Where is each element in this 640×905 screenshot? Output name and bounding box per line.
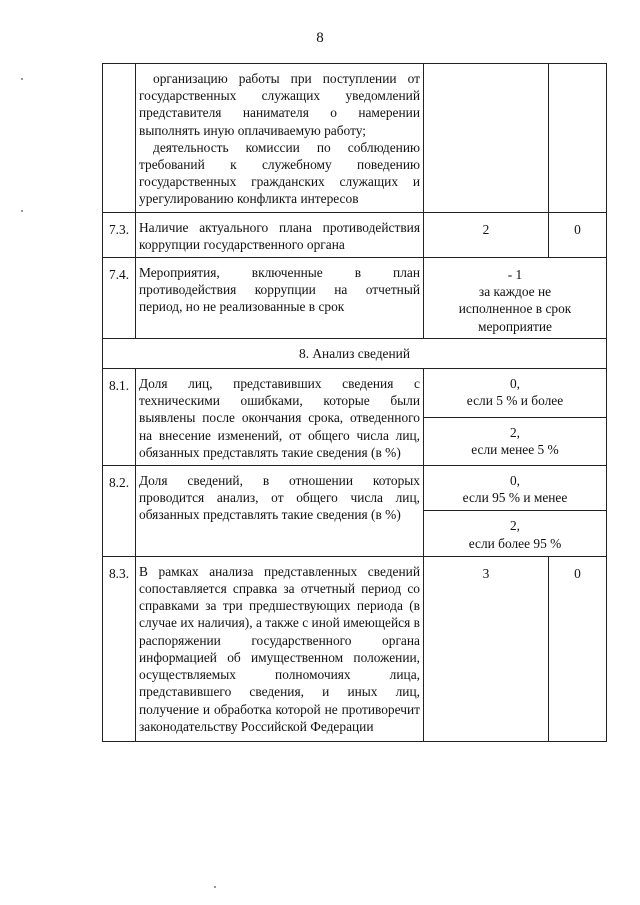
table-row-8-3 [103, 556, 607, 741]
table-row-8-1-a [103, 369, 607, 418]
continuation-para-1: организацию работы при поступлении от государственных служащих уведомлений представителя нанимателя о намерении выполнять иную оплачиваемую работу; [139, 71, 420, 138]
option-value: 2, [509, 518, 521, 534]
option-condition: если более 95 % [468, 535, 562, 551]
row-text [136, 212, 424, 257]
option-value: 0, [509, 376, 521, 392]
score-cell [424, 64, 549, 213]
table-row-7-3 [103, 212, 607, 257]
row-text-content: Мероприятия, включенные в план противодействия коррупции на отчетный период, но не реализованные в срок [139, 265, 420, 315]
zero-cell [549, 64, 607, 213]
scan-speck [21, 210, 23, 212]
row-zero: 0 [549, 212, 607, 257]
option-condition: если менее 5 % [471, 441, 559, 457]
row-text [136, 556, 424, 741]
row-zero: 0 [549, 556, 607, 741]
score-condition: за каждое не исполненное в срок мероприятие [458, 284, 572, 334]
row-number: 8.3. [103, 556, 136, 741]
num-cell [103, 64, 136, 213]
row-score: 2 [424, 212, 549, 257]
criteria-table [102, 63, 607, 742]
row-text [136, 369, 424, 466]
row-number: 7.4. [103, 258, 136, 339]
option-value: 0, [509, 473, 521, 489]
score-value: - 1 [507, 267, 523, 283]
option-1 [424, 466, 607, 511]
section-title: 8. Анализ сведений [103, 338, 607, 368]
option-1 [424, 369, 607, 418]
option-2 [424, 417, 607, 466]
row-number: 7.3. [103, 212, 136, 257]
table-row-continuation [103, 64, 607, 213]
row-number: 8.1. [103, 369, 136, 466]
table-row-7-4 [103, 258, 607, 339]
scan-speck [21, 78, 23, 80]
desc-cell [136, 64, 424, 213]
option-value: 2, [509, 424, 521, 440]
row-score-merged [424, 258, 607, 339]
scan-speck [214, 886, 216, 888]
option-condition: если 5 % и более [466, 393, 564, 409]
row-text-content: Доля лиц, представивших сведения с техническими ошибками, которые были выявлены после окончания срока, отведенного на внесение изменений, от общего числа лиц, обязанных представлять такие сведения (в %) [139, 376, 420, 460]
row-text-content: В рамках анализа представленных сведений сопоставляется справка за отчетный период со справками за три предшествующих периода (в случае их наличия), а также с иной имеющейся в распоряжении государственного органа информацией об имущественном положении, осуществляемых полномочиях лица, представившего сведения, и иных лиц, получение и обработка которой не противоречит законодательству Российской Федерации [139, 563, 420, 734]
row-text [136, 258, 424, 339]
continuation-para-2: деятельность комиссии по соблюдению требований к служебному поведению государственных гражданских служащих и урегулированию конфликта интересов [139, 139, 420, 207]
row-text-content: Наличие актуального плана противодействия коррупции государственного органа [139, 219, 420, 252]
table-row-8-2-a [103, 466, 607, 511]
page-number: 8 [316, 30, 324, 46]
row-text [136, 466, 424, 557]
row-text-content: Доля сведений, в отношении которых проводится анализ, от общего числа лиц, обязанных представлять такие сведения (в %) [139, 473, 420, 523]
option-condition: если 95 % и менее [462, 490, 568, 506]
row-score: 3 [424, 556, 549, 741]
option-2 [424, 511, 607, 556]
section-header-row [103, 338, 607, 368]
row-number: 8.2. [103, 466, 136, 557]
